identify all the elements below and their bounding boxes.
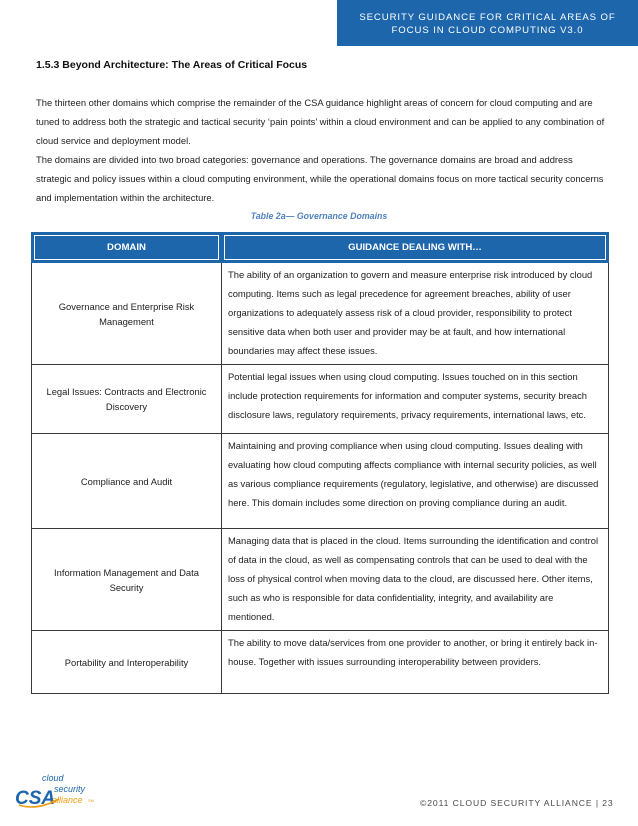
table-row [32,434,609,529]
section-title: 1.5.3 Beyond Architecture: The Areas of Critical Focus [36,59,308,71]
domain-cell: Information Management and Data Security [32,529,222,631]
domain-cell: Portability and Interoperability [32,631,222,694]
logo-mark: CSA [15,788,56,809]
guidance-cell: Managing data that is placed in the cloud. Items surrounding the identification and control of data in the cloud, as well as compensating controls that can be used to deal with the loss of physical control when moving data to the cloud, are discussed here. Other items, such as who is responsible for data confidentiality, integrity, and availability are mentioned. [222,529,609,631]
document-header-banner [337,0,638,46]
csa-logo [15,769,135,814]
header-line-1: SECURITY GUIDANCE FOR CRITICAL AREAS OF [359,12,616,23]
categories-paragraph: The domains are divided into two broad categories: governance and operations. The governance domains are broad and address strategic and policy issues within a cloud computing environment, while the operational domains focus on more tactical security concerns and implementation within the architecture. [36,154,604,203]
guidance-cell: The ability to move data/services from one provider to another, or bring it entirely back in-house. Together with issues surrounding interoperability between providers. [222,631,609,694]
logo-word-security: security [54,784,86,794]
column-header-guidance: GUIDANCE DEALING WITH… [222,233,609,263]
domain-cell: Legal Issues: Contracts and Electronic Discovery [32,365,222,434]
logo-word-cloud: cloud [42,773,64,783]
governance-domains-table [31,232,609,694]
table-row [32,263,609,365]
guidance-cell: Maintaining and proving compliance when using cloud computing. Issues dealing with evaluating how cloud computing affects compliance with internal security policies, as well as various compliance requirements (regulatory, legislative, and otherwise) are discussed here. This domain includes some direction on proving compliance during an audit. [222,434,609,529]
table-row [32,365,609,434]
table-caption: Table 2a— Governance Domains [250,211,388,221]
guidance-cell: The ability of an organization to govern and measure enterprise risk introduced by cloud computing. Items such as legal precedence for agreement breaches, ability of user organizations to adequately assess risk of a cloud provider, responsibility to protect sensitive data when both user and provider may be at fault, and how international boundaries may affect these issues. [222,263,609,365]
column-header-domain: DOMAIN [32,233,222,263]
intro-paragraph: The thirteen other domains which comprise the remainder of the CSA guidance highlight areas of concern for cloud computing and are tuned to address both the strategic and tactical security ‘pain points’ within a cloud environment and can be applied to any combination of cloud service and deployment model. [36,97,605,146]
logo-service-mark: SM [88,798,94,803]
table-row [32,631,609,694]
guidance-cell: Potential legal issues when using cloud computing. Issues touched on in this section include protection requirements for information and computer systems, security breach disclosure laws, regulatory requirements, privacy requirements, international laws, etc. [222,365,609,434]
header-line-2: FOCUS IN CLOUD COMPUTING V3.0 [391,25,584,36]
domain-cell: Governance and Enterprise Risk Management [32,263,222,365]
domain-cell: Compliance and Audit [32,434,222,529]
logo-word-alliance: alliance [52,795,83,805]
table-row [32,529,609,631]
table-header-row [32,233,609,263]
footer-copyright-page: ©2011 CLOUD SECURITY ALLIANCE | 23 [420,798,614,808]
